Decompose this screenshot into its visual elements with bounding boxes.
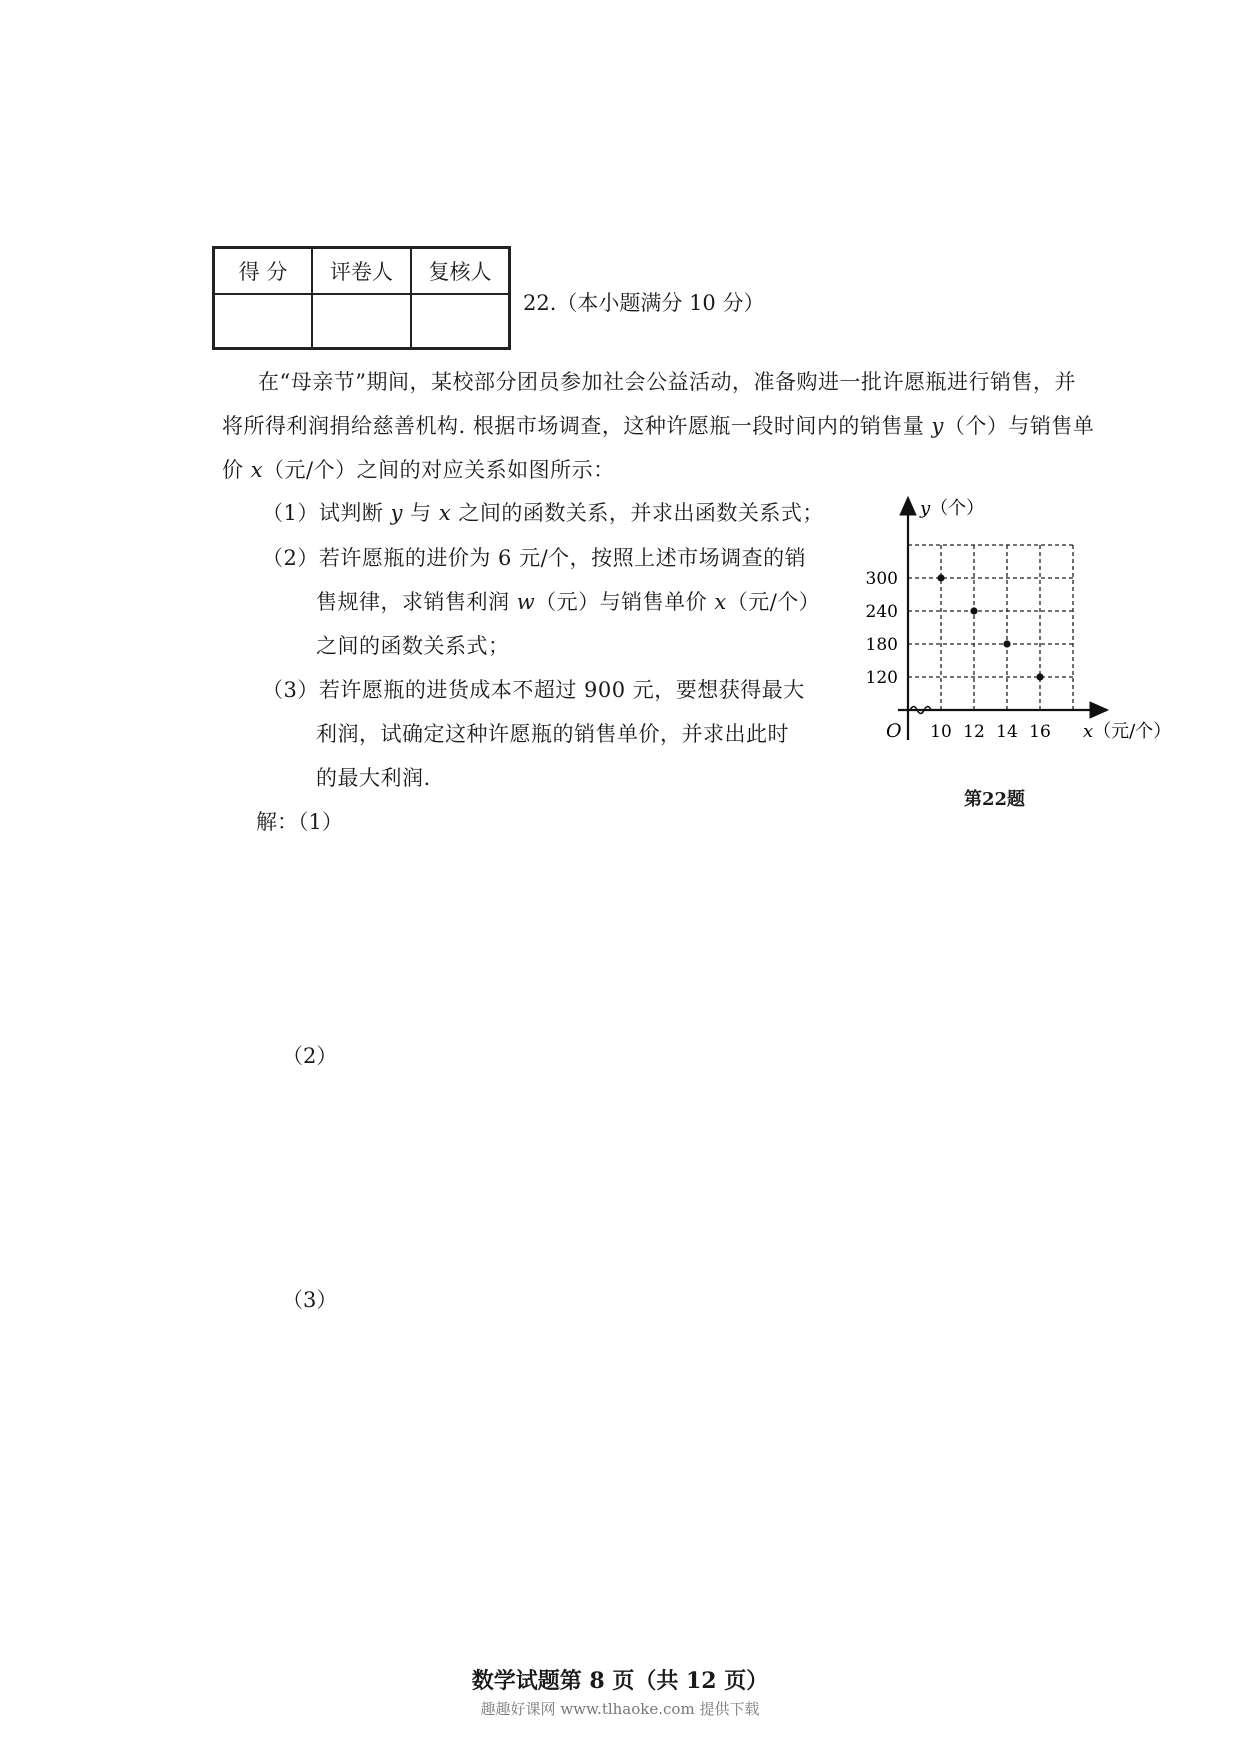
- y-axis-label: [919, 498, 984, 519]
- part-2-line-2: 售规律，求销售利润 w（元）与销售单价 x（元/个）: [316, 590, 821, 614]
- figure-caption: 第22题: [964, 789, 1026, 810]
- answer-label-3: （3）: [282, 1288, 338, 1312]
- x-axis-unit: （元/个）: [1093, 721, 1172, 742]
- intro-line-2: 将所得利润捐给慈善机构. 根据市场调查，这种许愿瓶一段时间内的销售量 y（个）与销售单: [222, 414, 1095, 438]
- intro-line-1: 在“母亲节”期间，某校部分团员参加社会公益活动，准备购进一批许愿瓶进行销售，并: [258, 370, 1076, 394]
- part-3-line-2: 利润，试确定这种许愿瓶的销售单价，并求出此时: [316, 722, 789, 746]
- part-1: （1）试判断 y 与 x 之间的函数关系，并求出函数关系式；: [262, 501, 824, 525]
- y-axis-var: y: [920, 498, 931, 519]
- watermark: 趣趣好课网 www.tlhaoke.com 提供下载: [480, 1700, 760, 1718]
- x-tick-label: 12: [963, 722, 985, 742]
- y-tick-label: 240: [865, 602, 898, 622]
- page-number: 数学试题第 8 页（共 12 页）: [471, 1668, 769, 1694]
- y-tick-label: 180: [865, 635, 898, 655]
- score-cell[interactable]: [214, 294, 313, 349]
- chart-grid: [908, 545, 1073, 710]
- data-point: [937, 574, 944, 581]
- part-3-line-1: （3）若许愿瓶的进货成本不超过 900 元，要想获得最大: [262, 678, 805, 702]
- x-tick-label: 10: [930, 722, 952, 742]
- question-title: 22.（本小题满分 10 分）: [523, 291, 765, 315]
- data-point: [1036, 673, 1043, 680]
- y-tick-label: 120: [865, 668, 898, 688]
- part-2-line-1: （2）若许愿瓶的进价为 6 元/个，按照上述市场调查的销: [262, 546, 807, 570]
- grader-cell[interactable]: [312, 294, 411, 349]
- grader-header: 评卷人: [312, 248, 411, 295]
- answer-label-1: 解：（1）: [256, 810, 343, 834]
- x-axis-var: x: [1083, 721, 1094, 742]
- part-2-line-3: 之间的函数关系式；: [316, 634, 510, 658]
- x-tick-label: 14: [996, 722, 1018, 742]
- part-3-line-3: 的最大利润.: [316, 766, 431, 790]
- grading-table: [212, 246, 511, 350]
- reviewer-cell[interactable]: [411, 294, 510, 349]
- figure-22-chart: [840, 490, 1172, 780]
- intro-line-3: 价 x（元/个）之间的对应关系如图所示：: [222, 458, 615, 482]
- data-point: [1003, 640, 1010, 647]
- x-axis-label: [1083, 721, 1171, 742]
- data-point: [970, 607, 977, 614]
- answer-label-2: （2）: [282, 1044, 338, 1068]
- y-tick-label: 300: [865, 569, 898, 589]
- reviewer-header: 复核人: [411, 248, 510, 295]
- y-axis-unit: （个）: [930, 498, 985, 519]
- x-tick-label: 16: [1029, 722, 1051, 742]
- score-header: 得 分: [214, 248, 313, 295]
- origin-label: O: [886, 720, 902, 742]
